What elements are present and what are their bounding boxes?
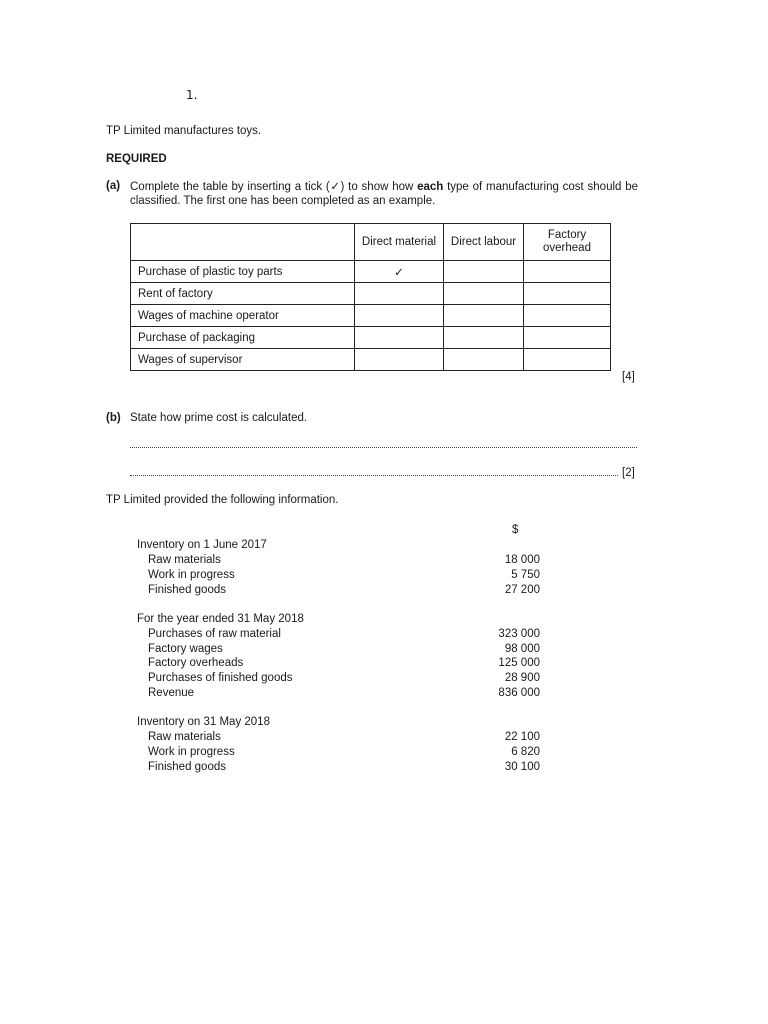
cell-factory-overhead[interactable] (524, 283, 611, 305)
item-label: Work in progress (148, 569, 235, 581)
row-label: Purchase of plastic toy parts (131, 261, 355, 283)
required-heading: REQUIRED (106, 153, 167, 165)
cell-factory-overhead[interactable] (524, 261, 611, 283)
answer-line[interactable] (130, 445, 637, 448)
cell-direct-material[interactable] (355, 349, 444, 371)
item-label: Raw materials (148, 731, 221, 743)
item-value: 836 000 (498, 687, 540, 699)
item-value: 125 000 (498, 657, 540, 669)
table-header-row (131, 224, 611, 261)
cell-direct-labour[interactable] (444, 261, 524, 283)
table-row (131, 349, 611, 371)
group-title: For the year ended 31 May 2018 (137, 613, 304, 625)
classification-table (130, 223, 611, 371)
part-a-text-end: type of manufacturing cost should be classified. The first one has been completed as an example. (130, 181, 638, 207)
part-a-instructions (130, 180, 638, 208)
cell-direct-material[interactable] (355, 327, 444, 349)
part-b-question: State how prime cost is calculated. (130, 412, 308, 424)
item-value: 5 750 (511, 569, 540, 581)
header-blank (131, 224, 355, 261)
table-row (131, 283, 611, 305)
table-row (131, 305, 611, 327)
part-a-text-bold: each (417, 181, 444, 193)
part-a-marks: [4] (622, 371, 635, 383)
table-row (131, 261, 611, 283)
cell-direct-material[interactable] (355, 283, 444, 305)
part-b-label: (b) (106, 412, 121, 424)
item-value: 30 100 (504, 761, 540, 773)
item-label: Purchases of finished goods (148, 672, 293, 684)
group-title: Inventory on 1 June 2017 (137, 539, 267, 551)
cell-factory-overhead[interactable] (524, 349, 611, 371)
info-intro: TP Limited provided the following information. (106, 494, 339, 506)
header-direct-labour: Direct labour (444, 224, 524, 261)
part-a-text-start: Complete the table by inserting a tick (✓) to show how (130, 181, 418, 193)
cell-factory-overhead[interactable] (524, 305, 611, 327)
table-row (131, 327, 611, 349)
group-title: Inventory on 31 May 2018 (137, 716, 270, 728)
cell-direct-material[interactable] (355, 305, 444, 327)
item-label: Revenue (148, 687, 195, 699)
part-a-label: (a) (106, 180, 121, 192)
item-label: Factory wages (148, 643, 223, 655)
cell-direct-labour[interactable] (444, 349, 524, 371)
item-value: 6 820 (511, 746, 540, 758)
cell-direct-labour[interactable] (444, 305, 524, 327)
intro-text: TP Limited manufactures toys. (106, 125, 262, 137)
item-label: Purchases of raw material (148, 628, 281, 640)
header-direct-material: Direct material (355, 224, 444, 261)
question-number: 1. (186, 88, 198, 102)
cell-direct-material[interactable]: ✓ (355, 261, 444, 283)
item-value: 18 000 (504, 554, 540, 566)
item-label: Work in progress (148, 746, 235, 758)
item-value: 22 100 (504, 731, 540, 743)
cell-direct-labour[interactable] (444, 327, 524, 349)
row-label: Wages of supervisor (131, 349, 355, 371)
row-label: Rent of factory (131, 283, 355, 305)
currency-header: $ (512, 524, 519, 536)
item-label: Factory overheads (148, 657, 244, 669)
item-label: Raw materials (148, 554, 221, 566)
item-value: 323 000 (498, 628, 540, 640)
row-label: Purchase of packaging (131, 327, 355, 349)
item-label: Finished goods (148, 584, 226, 596)
row-label: Wages of machine operator (131, 305, 355, 327)
item-value: 98 000 (504, 643, 540, 655)
item-value: 28 900 (504, 672, 540, 684)
header-factory-overhead: Factory overhead (524, 224, 611, 261)
item-value: 27 200 (504, 584, 540, 596)
answer-line[interactable] (130, 473, 618, 476)
cell-factory-overhead[interactable] (524, 327, 611, 349)
item-label: Finished goods (148, 761, 226, 773)
part-b-marks: [2] (622, 467, 635, 479)
cell-direct-labour[interactable] (444, 283, 524, 305)
